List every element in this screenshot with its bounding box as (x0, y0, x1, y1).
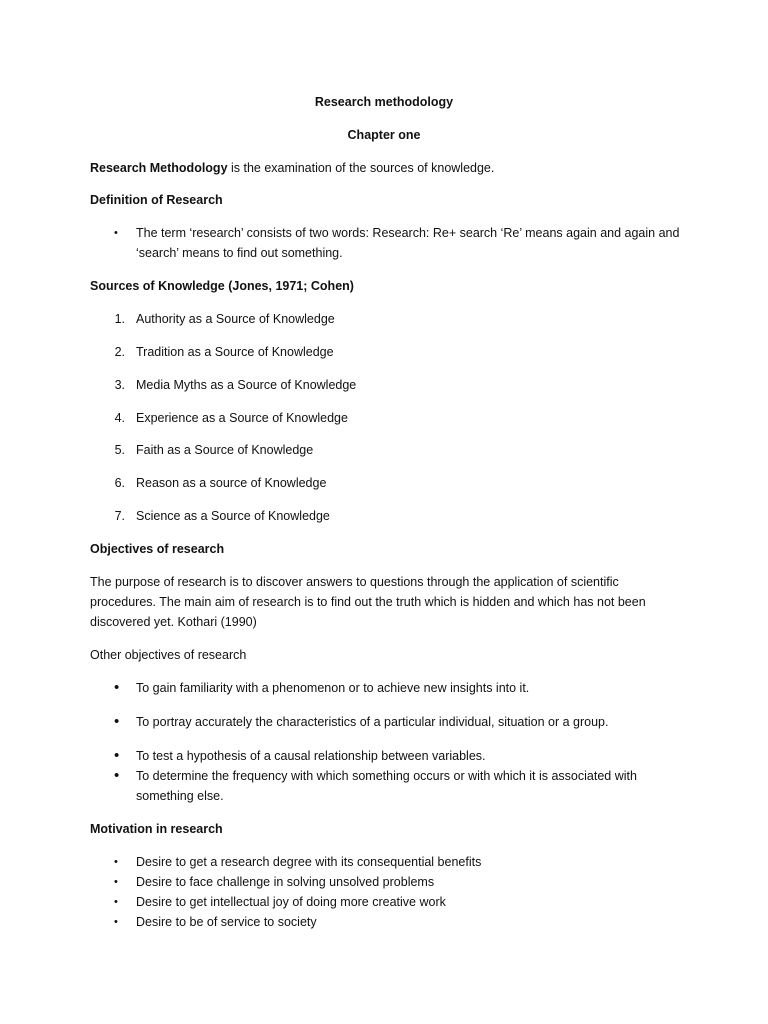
intro-term: Research Methodology (90, 161, 228, 175)
document-title: Research methodology (314, 95, 454, 109)
list-item: Media Myths as a Source of Knowledge (136, 378, 357, 392)
list-item-number: 5. (114, 443, 125, 457)
bullet-marker: • (114, 713, 120, 730)
objectives-heading: Objectives of research (90, 542, 225, 556)
list-item: To test a hypothesis of a causal relationship between variables. (136, 749, 486, 763)
definition-heading: Definition of Research (90, 193, 223, 207)
list-item: Authority as a Source of Knowledge (136, 312, 335, 326)
list-item-number: 4. (114, 411, 125, 425)
list-item: Science as a Source of Knowledge (136, 509, 330, 523)
chapter-title: Chapter one (347, 128, 421, 142)
bullet-marker: • (114, 747, 120, 764)
list-item: To gain familiarity with a phenomenon or to achieve new insights into it. (136, 681, 530, 695)
list-item: Reason as a source of Knowledge (136, 476, 327, 490)
other-objectives-label: Other objectives of research (90, 648, 247, 662)
intro-paragraph (90, 158, 494, 178)
bullet-marker: • (114, 767, 120, 784)
list-item: To portray accurately the characteristics of a particular individual, situation or a group. (136, 715, 609, 729)
bullet-marker: • (114, 856, 118, 868)
list-item-number: 2. (114, 345, 125, 359)
bullet-marker: • (114, 896, 118, 908)
definition-bullet: The term ‘research’ consists of two words: Research: Re+ search ‘Re’ means again and again and ‘search’ means to find out something. (136, 226, 680, 260)
bullet-marker: • (114, 679, 120, 696)
bullet-marker: • (114, 916, 118, 928)
motivation-heading: Motivation in research (90, 822, 223, 836)
list-item-number: 1. (114, 312, 125, 326)
list-item: Desire to get a research degree with its consequential benefits (136, 855, 482, 869)
list-item: Faith as a Source of Knowledge (136, 443, 314, 457)
bullet-marker: • (114, 227, 118, 239)
intro-rest: is the examination of the sources of knowledge. (227, 161, 495, 175)
sources-heading: Sources of Knowledge (Jones, 1971; Cohen) (90, 279, 354, 293)
list-item: Desire to get intellectual joy of doing more creative work (136, 895, 446, 909)
list-item: Experience as a Source of Knowledge (136, 411, 348, 425)
list-item-number: 3. (114, 378, 125, 392)
objectives-paragraph: The purpose of research is to discover answers to questions through the application of scientific procedures. The main aim of research is to find out the truth which is hidden and which has not been discovered yet. Kothari (1990) (90, 575, 646, 629)
list-item: Desire to face challenge in solving unsolved problems (136, 875, 435, 889)
bullet-marker: • (114, 876, 118, 888)
list-item-number: 7. (114, 509, 125, 523)
list-item: To determine the frequency with which something occurs or with which it is associated with something else. (136, 769, 637, 803)
list-item-number: 6. (114, 476, 125, 490)
list-item: Tradition as a Source of Knowledge (136, 345, 334, 359)
list-item: Desire to be of service to society (136, 915, 317, 929)
